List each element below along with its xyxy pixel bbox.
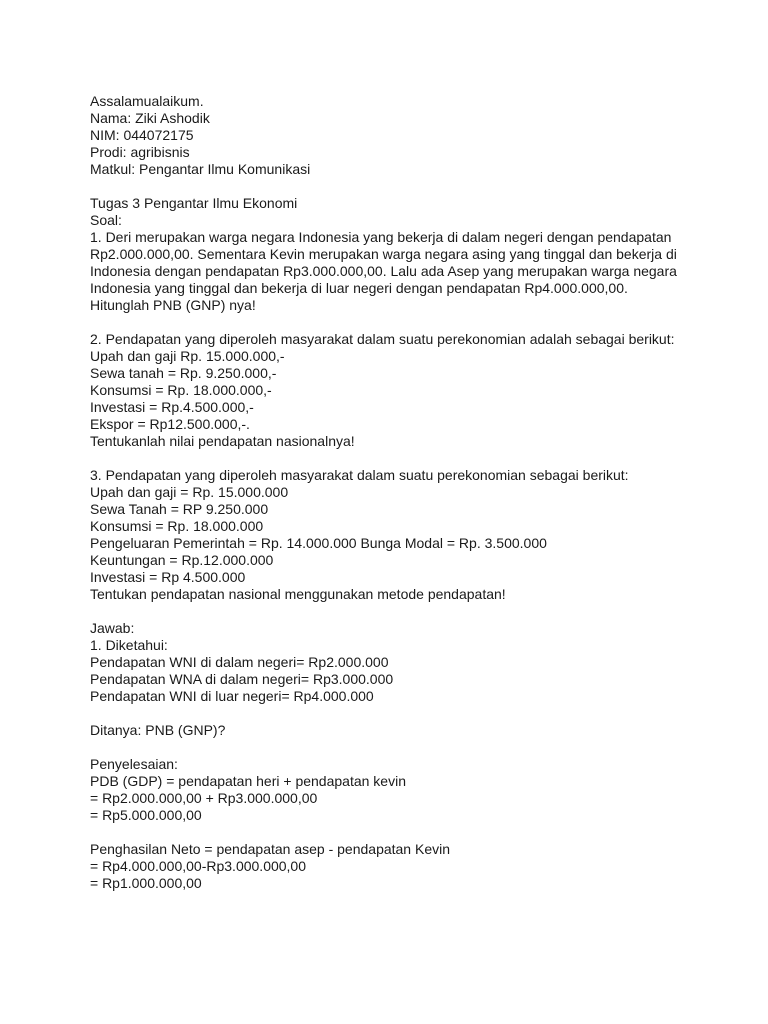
- question-3-line: Pengeluaran Pemerintah = Rp. 14.000.000 Bunga Modal = Rp. 3.500.000: [90, 535, 547, 551]
- answer-known-line: Pendapatan WNI di dalam negeri= Rp2.000.000: [90, 654, 389, 670]
- question-3-line: 3. Pendapatan yang diperoleh masyarakat dalam suatu perekonomian sebagai berikut:: [90, 467, 629, 483]
- question-1-line: Hitunglah PNB (GNP) nya!: [90, 297, 256, 313]
- question-3-line: Keuntungan = Rp.12.000.000: [90, 552, 274, 568]
- spacer: [90, 739, 690, 756]
- question-1-line: 1. Deri merupakan warga negara Indonesia yang bekerja di dalam negeri dengan pendapatan: [90, 229, 672, 245]
- answer-net-income-line: = Rp1.000.000,00: [90, 875, 202, 891]
- answer-solution-line: = Rp2.000.000,00 + Rp3.000.000,00: [90, 790, 318, 806]
- answer-asked: Ditanya: PNB (GNP)?: [90, 722, 226, 738]
- student-nim: NIM: 044072175: [90, 127, 194, 143]
- greeting: Assalamualaikum.: [90, 93, 204, 109]
- question-2-line: Upah dan gaji Rp. 15.000.000,-: [90, 348, 285, 364]
- spacer: [90, 824, 690, 841]
- question-1-line: Indonesia yang tinggal dan bekerja di luar negeri dengan pendapatan Rp4.000.000,00.: [90, 280, 628, 296]
- answer-net-income: [90, 841, 690, 892]
- question-1-line: Rp2.000.000,00. Sementara Kevin merupakan warga negara asing yang tinggal dan bekerja di: [90, 246, 677, 262]
- question-3-line: Tentukan pendapatan nasional menggunakan metode pendapatan!: [90, 586, 506, 602]
- answer-label: Jawab:: [90, 620, 135, 636]
- question-3: [90, 467, 690, 603]
- question-2-line: Investasi = Rp.4.500.000,-: [90, 399, 254, 415]
- soal-label: Soal:: [90, 212, 122, 228]
- spacer: [90, 603, 690, 620]
- student-name: Nama: Ziki Ashodik: [90, 110, 210, 126]
- question-3-line: Upah dan gaji = Rp. 15.000.000: [90, 484, 289, 500]
- question-2-line: Sewa tanah = Rp. 9.250.000,-: [90, 365, 277, 381]
- question-2-line: Konsumsi = Rp. 18.000.000,-: [90, 382, 272, 398]
- question-2-line: Ekspor = Rp12.500.000,-.: [90, 416, 250, 432]
- answer-solution-line: PDB (GDP) = pendapatan heri + pendapatan kevin: [90, 773, 406, 789]
- question-2-line: 2. Pendapatan yang diperoleh masyarakat dalam suatu perekonomian adalah sebagai berikut:: [90, 331, 675, 347]
- answer-known-line: 1. Diketahui:: [90, 637, 168, 653]
- question-3-line: Investasi = Rp 4.500.000: [90, 569, 246, 585]
- spacer: [90, 705, 690, 722]
- question-3-line: Sewa Tanah = RP 9.250.000: [90, 501, 269, 517]
- answer-net-income-line: Penghasilan Neto = pendapatan asep - pendapatan Kevin: [90, 841, 451, 857]
- answer-solution: [90, 756, 690, 824]
- question-2-line: Tentukanlah nilai pendapatan nasionalnya!: [90, 433, 355, 449]
- answer-net-income-line: = Rp4.000.000,00-Rp3.000.000,00: [90, 858, 307, 874]
- question-1: [90, 229, 690, 314]
- question-3-line: Konsumsi = Rp. 18.000.000: [90, 518, 264, 534]
- answer-solution-line: Penyelesaian:: [90, 756, 178, 772]
- document-body: [90, 93, 690, 892]
- answer-known-line: Pendapatan WNI di luar negeri= Rp4.000.000: [90, 688, 374, 704]
- question-2: [90, 331, 690, 450]
- answer-solution-line: = Rp5.000.000,00: [90, 807, 202, 823]
- task-title: Tugas 3 Pengantar Ilmu Ekonomi: [90, 195, 298, 211]
- study-program: Prodi: agribisnis: [90, 144, 190, 160]
- course-name: Matkul: Pengantar Ilmu Komunikasi: [90, 161, 311, 177]
- spacer: [90, 450, 690, 467]
- answer-known: [90, 637, 690, 705]
- answer-known-line: Pendapatan WNA di dalam negeri= Rp3.000.000: [90, 671, 394, 687]
- spacer: [90, 314, 690, 331]
- spacer: [90, 178, 690, 195]
- question-1-line: Indonesia dengan pendapatan Rp3.000.000,00. Lalu ada Asep yang merupakan warga negara: [90, 263, 677, 279]
